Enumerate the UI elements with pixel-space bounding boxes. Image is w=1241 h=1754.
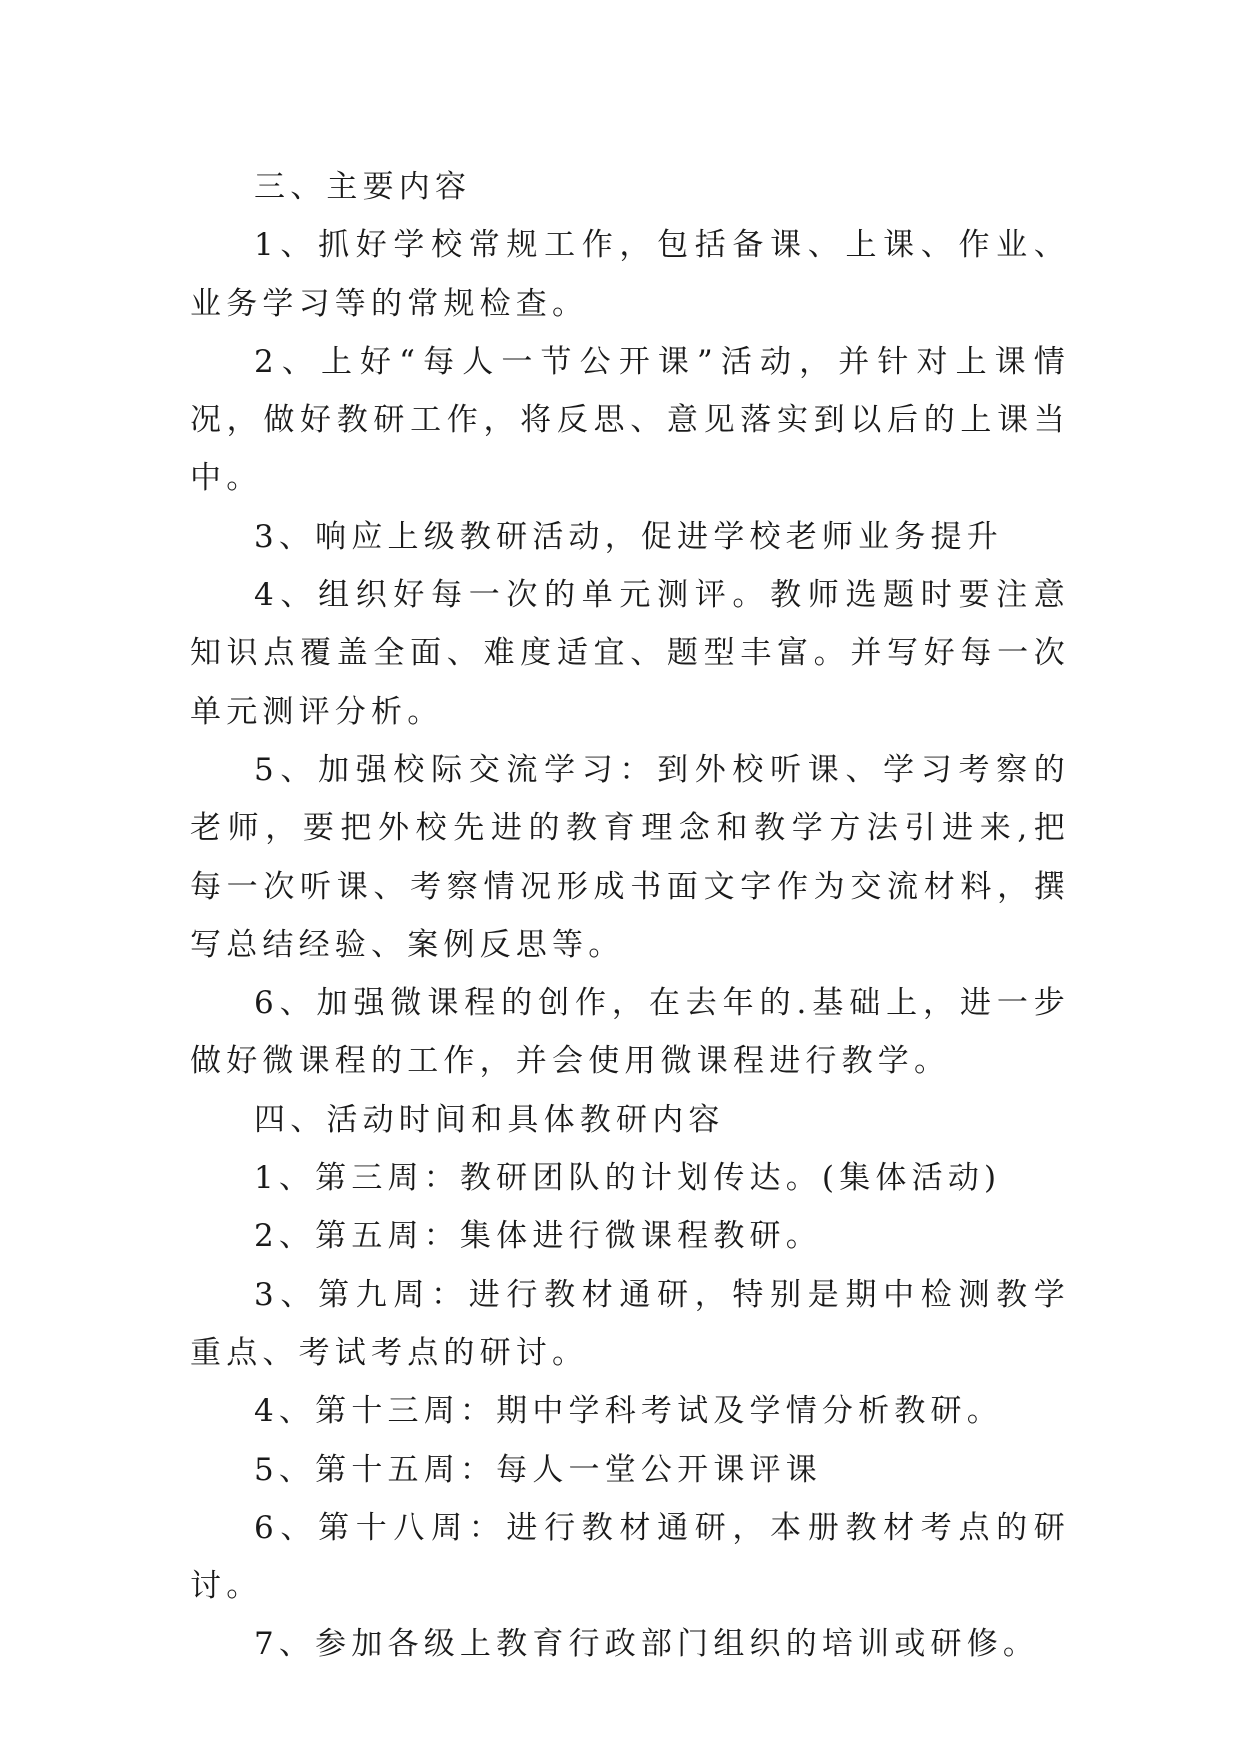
content-item-3: 3、响应上级教研活动，促进学校老师业务提升 — [254, 518, 1003, 555]
document-page — [190, 158, 1070, 1674]
section-heading-schedule: 四、活动时间和具体教研内容 — [254, 1101, 725, 1138]
schedule-item-4: 4、第十三周：期中学科考试及学情分析教研。 — [254, 1393, 1003, 1430]
section-heading-main-content: 三、主要内容 — [254, 169, 472, 205]
content-item-5: 5、加强校际交流学习：到外校听课、学习考察的老师，要把外校先进的教育理念和教学方法引进来,把每一次听课、考察情况形成书面文字作为交流材料，撰写总结经验、案例反思等。 — [190, 751, 1070, 963]
content-item-1: 1、抓好学校常规工作，包括备课、上课、作业、业务学习等的常规检查。 — [190, 227, 1070, 322]
schedule-item-7: 7、参加各级上教育行政部门组织的培训或研修。 — [254, 1626, 1040, 1663]
schedule-item-6: 6、第十八周：进行教材通研，本册教材考点的研讨。 — [190, 1509, 1070, 1605]
schedule-item-5: 5、第十五周：每人一堂公开课评课 — [254, 1451, 822, 1488]
schedule-item-3: 3、第九周：进行教材通研，特别是期中检测教学重点、考试考点的研讨。 — [190, 1276, 1070, 1371]
schedule-item-1: 1、第三周：教研团队的计划传达。(集体活动) — [254, 1160, 1002, 1197]
content-item-6: 6、加强微课程的创作，在去年的.基础上，进一步做好微课程的工作，并会使用微课程进行教学。 — [190, 985, 1070, 1080]
content-item-4: 4、组织好每一次的单元测评。教师选题时要注意知识点覆盖全面、难度适宜、题型丰富。并写好每一次单元测评分析。 — [190, 577, 1070, 730]
content-item-2: 2、上好“每人一节公开课”活动，并针对上课情况，做好教研工作，将反思、意见落实到以后的上课当中。 — [190, 343, 1070, 497]
schedule-item-2: 2、第五周：集体进行微课程教研。 — [254, 1218, 822, 1255]
